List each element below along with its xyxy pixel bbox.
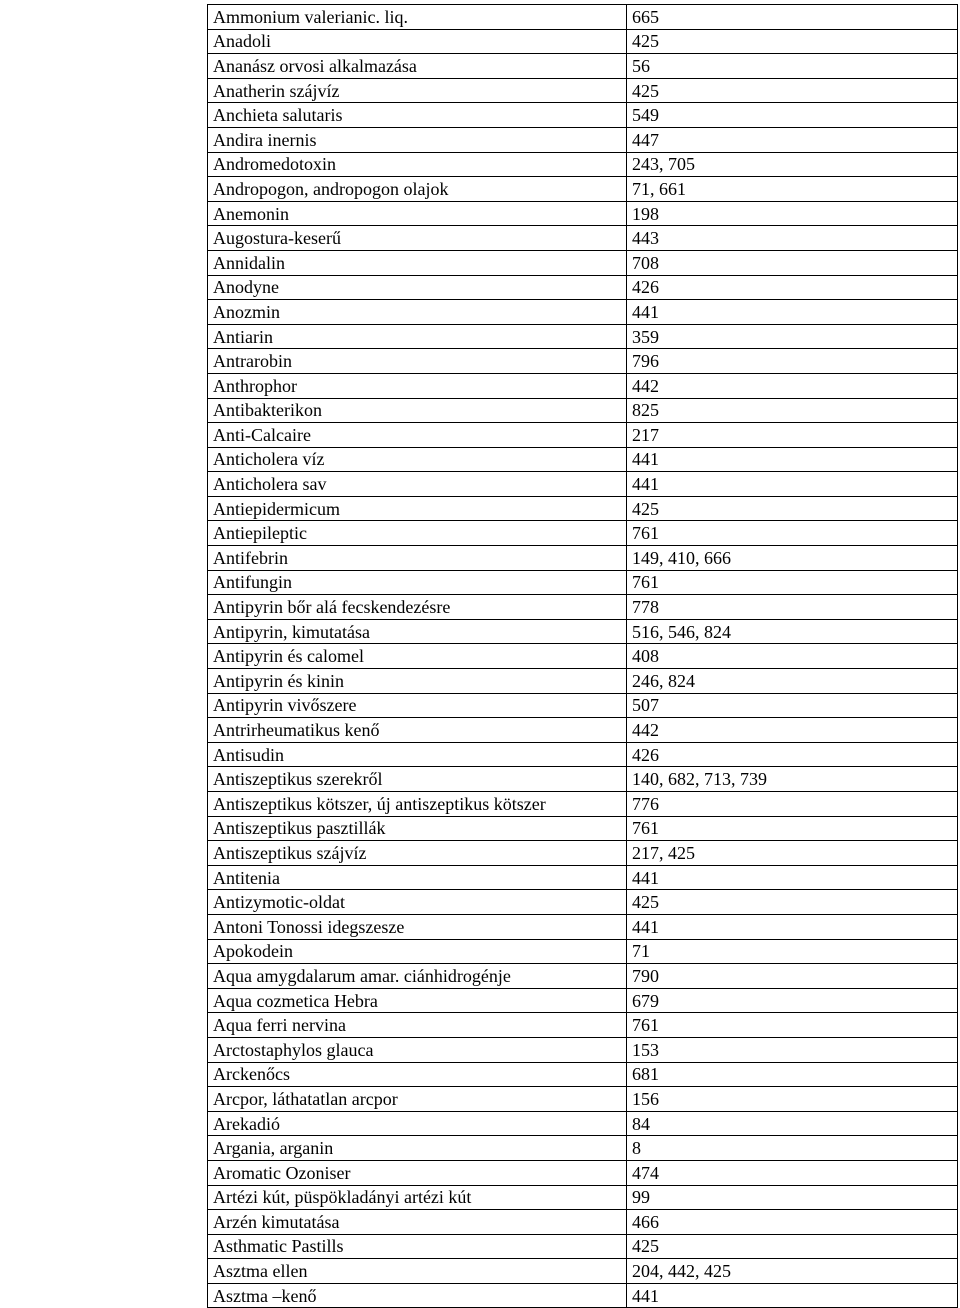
index-term: Antrarobin xyxy=(208,349,627,374)
table-row xyxy=(208,792,958,817)
page-references: 243, 705 xyxy=(627,152,958,177)
table-row xyxy=(208,718,958,743)
index-term: Antiszeptikus kötszer, új antiszeptikus kötszer xyxy=(208,792,627,817)
page-references: 441 xyxy=(627,300,958,325)
page-references: 217 xyxy=(627,423,958,448)
page-references: 549 xyxy=(627,103,958,128)
table-row xyxy=(208,865,958,890)
table-row xyxy=(208,54,958,79)
index-term: Ammonium valerianic. liq. xyxy=(208,5,627,30)
page-references: 425 xyxy=(627,1234,958,1259)
page-references: 56 xyxy=(627,54,958,79)
table-row xyxy=(208,177,958,202)
index-term: Arzén kimutatása xyxy=(208,1210,627,1235)
table-row xyxy=(208,595,958,620)
index-term: Anticholera víz xyxy=(208,447,627,472)
page-references: 425 xyxy=(627,890,958,915)
table-row xyxy=(208,841,958,866)
index-term: Arctostaphylos glauca xyxy=(208,1037,627,1062)
table-row xyxy=(208,324,958,349)
table-row xyxy=(208,1283,958,1308)
table-row xyxy=(208,78,958,103)
table-row xyxy=(208,201,958,226)
page-references: 790 xyxy=(627,964,958,989)
index-term: Annidalin xyxy=(208,250,627,275)
index-term: Anemonin xyxy=(208,201,627,226)
page-references: 71, 661 xyxy=(627,177,958,202)
index-term: Antipyrin vivőszere xyxy=(208,693,627,718)
page-references: 426 xyxy=(627,275,958,300)
index-term: Antrirheumatikus kenő xyxy=(208,718,627,743)
page-references: 761 xyxy=(627,521,958,546)
table-row xyxy=(208,742,958,767)
index-term: Antiepileptic xyxy=(208,521,627,546)
index-term: Antiszeptikus szájvíz xyxy=(208,841,627,866)
page-references: 84 xyxy=(627,1111,958,1136)
index-term: Argania, arganin xyxy=(208,1136,627,1161)
table-row xyxy=(208,250,958,275)
table-row xyxy=(208,1087,958,1112)
table-row xyxy=(208,890,958,915)
table-row xyxy=(208,816,958,841)
index-term: Antibakterikon xyxy=(208,398,627,423)
index-term: Apokodein xyxy=(208,939,627,964)
page-references: 516, 546, 824 xyxy=(627,619,958,644)
page-references: 761 xyxy=(627,816,958,841)
index-term: Artézi kút, püspökladányi artézi kút xyxy=(208,1185,627,1210)
table-row xyxy=(208,1234,958,1259)
page-references: 776 xyxy=(627,792,958,817)
index-term: Asztma ellen xyxy=(208,1259,627,1284)
page-references: 153 xyxy=(627,1037,958,1062)
page-references: 825 xyxy=(627,398,958,423)
index-term: Antipyrin és calomel xyxy=(208,644,627,669)
table-row xyxy=(208,521,958,546)
table-row xyxy=(208,152,958,177)
page-references: 204, 442, 425 xyxy=(627,1259,958,1284)
page-references: 681 xyxy=(627,1062,958,1087)
table-row xyxy=(208,496,958,521)
index-term: Anozmin xyxy=(208,300,627,325)
page-references: 679 xyxy=(627,988,958,1013)
index-term: Arckenőcs xyxy=(208,1062,627,1087)
table-row xyxy=(208,669,958,694)
page-references: 441 xyxy=(627,865,958,890)
index-term: Aqua ferri nervina xyxy=(208,1013,627,1038)
table-row xyxy=(208,964,958,989)
page-references: 441 xyxy=(627,447,958,472)
page-references: 246, 824 xyxy=(627,669,958,694)
table-row xyxy=(208,5,958,30)
table-row xyxy=(208,1259,958,1284)
table-row xyxy=(208,103,958,128)
page-references: 441 xyxy=(627,472,958,497)
table-row xyxy=(208,1013,958,1038)
index-term: Antitenia xyxy=(208,865,627,890)
index-term: Antipyrin, kimutatása xyxy=(208,619,627,644)
index-term: Andira inernis xyxy=(208,127,627,152)
page-references: 425 xyxy=(627,496,958,521)
table-row xyxy=(208,1037,958,1062)
table-row xyxy=(208,29,958,54)
page-references: 149, 410, 666 xyxy=(627,546,958,571)
index-term: Antiszeptikus pasztillák xyxy=(208,816,627,841)
page-references: 426 xyxy=(627,742,958,767)
table-row xyxy=(208,447,958,472)
table-row xyxy=(208,275,958,300)
index-term: Antiszeptikus szerekről xyxy=(208,767,627,792)
page-references: 778 xyxy=(627,595,958,620)
index-table-body xyxy=(208,5,958,1308)
index-term: Anatherin szájvíz xyxy=(208,78,627,103)
page-references: 441 xyxy=(627,914,958,939)
table-row xyxy=(208,644,958,669)
page-references: 359 xyxy=(627,324,958,349)
table-row xyxy=(208,1160,958,1185)
table-row xyxy=(208,1136,958,1161)
table-row xyxy=(208,472,958,497)
page-references: 442 xyxy=(627,373,958,398)
table-row xyxy=(208,939,958,964)
index-term: Anadoli xyxy=(208,29,627,54)
page-references: 447 xyxy=(627,127,958,152)
page-references: 217, 425 xyxy=(627,841,958,866)
index-term: Aromatic Ozoniser xyxy=(208,1160,627,1185)
index-term: Antisudin xyxy=(208,742,627,767)
index-term: Anthrophor xyxy=(208,373,627,398)
page-references: 474 xyxy=(627,1160,958,1185)
index-term: Andropogon, andropogon olajok xyxy=(208,177,627,202)
table-row xyxy=(208,988,958,1013)
index-term: Anticholera sav xyxy=(208,472,627,497)
page-references: 408 xyxy=(627,644,958,669)
table-row xyxy=(208,619,958,644)
table-row xyxy=(208,914,958,939)
table-row xyxy=(208,349,958,374)
table-row xyxy=(208,373,958,398)
table-row xyxy=(208,300,958,325)
index-term: Aqua cozmetica Hebra xyxy=(208,988,627,1013)
index-term: Antifungin xyxy=(208,570,627,595)
page-references: 507 xyxy=(627,693,958,718)
table-row xyxy=(208,127,958,152)
page-references: 425 xyxy=(627,29,958,54)
page-references: 441 xyxy=(627,1283,958,1308)
index-term: Antizymotic-oldat xyxy=(208,890,627,915)
page-references: 99 xyxy=(627,1185,958,1210)
index-term: Antiepidermicum xyxy=(208,496,627,521)
table-row xyxy=(208,226,958,251)
page-references: 466 xyxy=(627,1210,958,1235)
index-term: Antoni Tonossi idegszesze xyxy=(208,914,627,939)
index-term: Antifebrin xyxy=(208,546,627,571)
index-term: Arekadió xyxy=(208,1111,627,1136)
index-term: Arcpor, láthatatlan arcpor xyxy=(208,1087,627,1112)
index-term: Augostura-keserű xyxy=(208,226,627,251)
page-references: 156 xyxy=(627,1087,958,1112)
index-term: Ananász orvosi alkalmazása xyxy=(208,54,627,79)
page-references: 796 xyxy=(627,349,958,374)
table-row xyxy=(208,1111,958,1136)
index-term: Asthmatic Pastills xyxy=(208,1234,627,1259)
page-references: 761 xyxy=(627,570,958,595)
index-term: Andromedotoxin xyxy=(208,152,627,177)
table-row xyxy=(208,423,958,448)
table-row xyxy=(208,693,958,718)
index-table xyxy=(207,4,958,1308)
index-term: Anodyne xyxy=(208,275,627,300)
index-term: Aqua amygdalarum amar. ciánhidrogénje xyxy=(208,964,627,989)
table-row xyxy=(208,570,958,595)
page-references: 442 xyxy=(627,718,958,743)
page-references: 443 xyxy=(627,226,958,251)
index-term: Antipyrin és kinin xyxy=(208,669,627,694)
page-references: 198 xyxy=(627,201,958,226)
page-references: 8 xyxy=(627,1136,958,1161)
table-row xyxy=(208,398,958,423)
page-references: 140, 682, 713, 739 xyxy=(627,767,958,792)
page-references: 708 xyxy=(627,250,958,275)
table-row xyxy=(208,1062,958,1087)
index-term: Asztma –kenő xyxy=(208,1283,627,1308)
page-references: 665 xyxy=(627,5,958,30)
page-references: 761 xyxy=(627,1013,958,1038)
index-term: Anchieta salutaris xyxy=(208,103,627,128)
index-term: Antipyrin bőr alá fecskendezésre xyxy=(208,595,627,620)
index-term: Anti-Calcaire xyxy=(208,423,627,448)
table-row xyxy=(208,546,958,571)
index-term: Antiarin xyxy=(208,324,627,349)
table-row xyxy=(208,1210,958,1235)
page-references: 425 xyxy=(627,78,958,103)
table-row xyxy=(208,767,958,792)
table-row xyxy=(208,1185,958,1210)
page-references: 71 xyxy=(627,939,958,964)
